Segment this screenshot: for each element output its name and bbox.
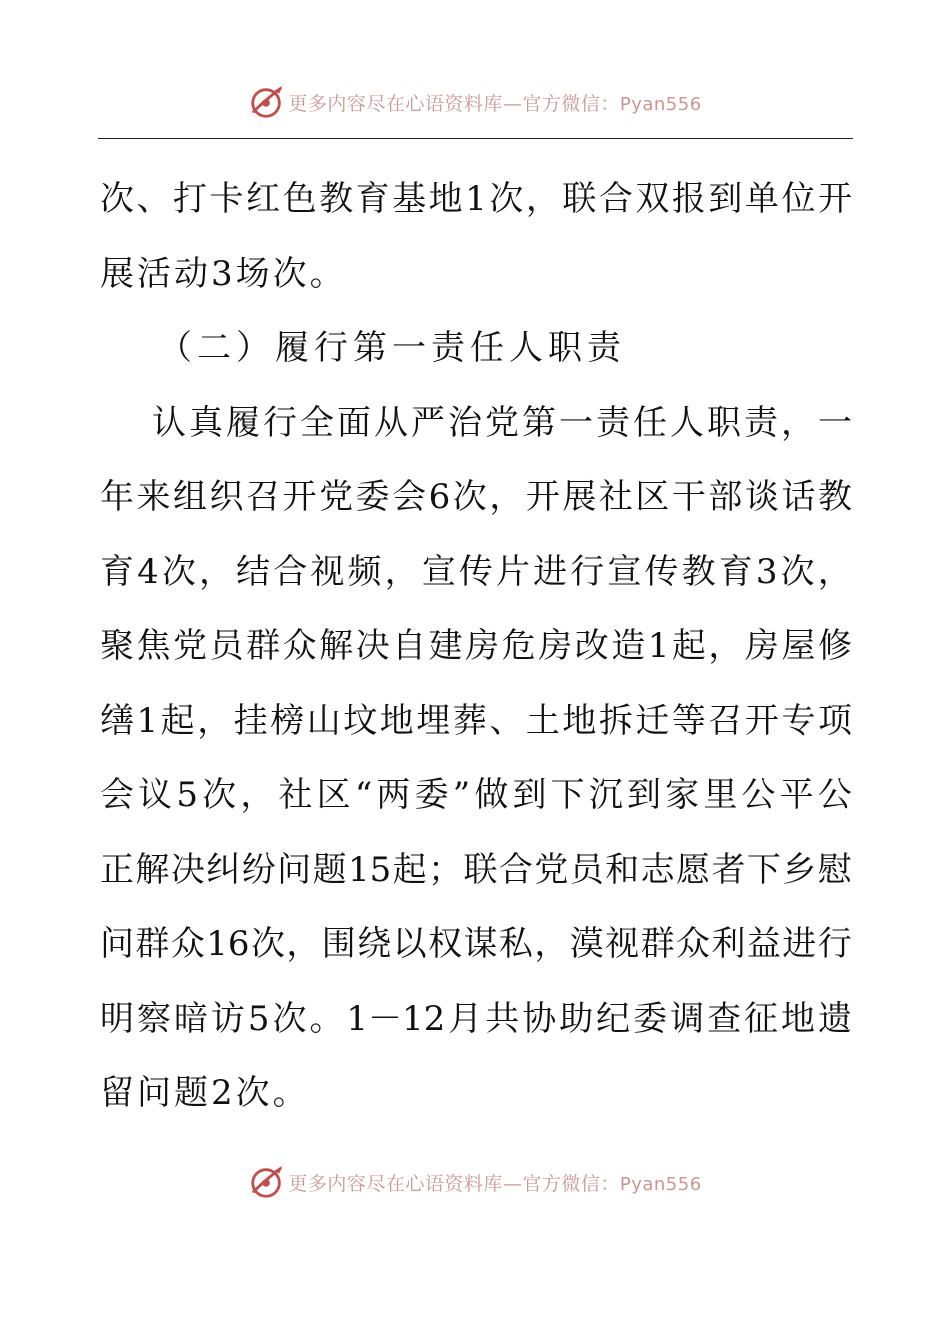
text-line: 年 来 组 织 召 开 党 委 会 6 次 ， 开 展 社 区 干 部 谈 话 教: [100, 477, 852, 517]
header-banner: [0, 82, 950, 122]
text-line: 认 真 履 行 全 面 从 严 治 党 第 一 责 任 人 职 责 ， 一: [152, 402, 852, 443]
footer-banner-text: 更多内容尽在心语资料库—官方微信：: [288, 1172, 620, 1195]
pen-logo-icon: [248, 83, 286, 121]
document-body: [100, 162, 852, 1131]
text-line: 会 议 5 次 ， 社 区 “ 两 委 ” 做 到 下 沉 到 家 里 公 平 公: [100, 775, 852, 815]
text-line: 缮 1 起 ， 挂 榜 山 坟 地 埋 葬 、 土 地 拆 迁 等 召 开 专 项: [100, 700, 852, 741]
text-line: 留 问 题 2 次 。: [100, 1073, 310, 1113]
footer-banner: [0, 1162, 950, 1202]
section-heading: （ 二 ） 履 行 第 一 责 任 人 职 责: [158, 328, 626, 368]
text-line: 正 解 决 纠 纷 问 题 15 起 ； 联 合 党 员 和 志 愿 者 下 乡 慰: [100, 849, 852, 890]
header-banner-text: 更多内容尽在心语资料库—官方微信：: [288, 92, 620, 115]
footer-banner-id: Pyan556: [619, 1173, 702, 1195]
header-banner-id: Pyan556: [619, 93, 702, 115]
text-line: 次 、 打 卡 红 色 教 育 基 地 1 次 ， 联 合 双 报 到 单 位 开: [100, 179, 852, 219]
text-line: 展 活 动 3 场 次 。: [100, 253, 347, 294]
text-line: 聚 焦 党 员 群 众 解 决 自 建 房 危 房 改 造 1 起 ， 房 屋 修: [100, 626, 852, 666]
pen-logo-icon: [248, 1163, 286, 1201]
text-line: 问 群 众 16 次 ， 围 绕 以 权 谋 私 ， 漠 视 群 众 利 益 进 行: [100, 924, 852, 964]
text-line: 明 察 暗 访 5 次 。 1－12 月 共 协 助 纪 委 调 查 征 地 遗: [100, 998, 852, 1039]
text-line: 育 4 次 ， 结 合 视 频 ， 宣 传 片 进 行 宣 传 教 育 3 次 ，: [100, 551, 852, 592]
header-divider: [98, 138, 853, 139]
